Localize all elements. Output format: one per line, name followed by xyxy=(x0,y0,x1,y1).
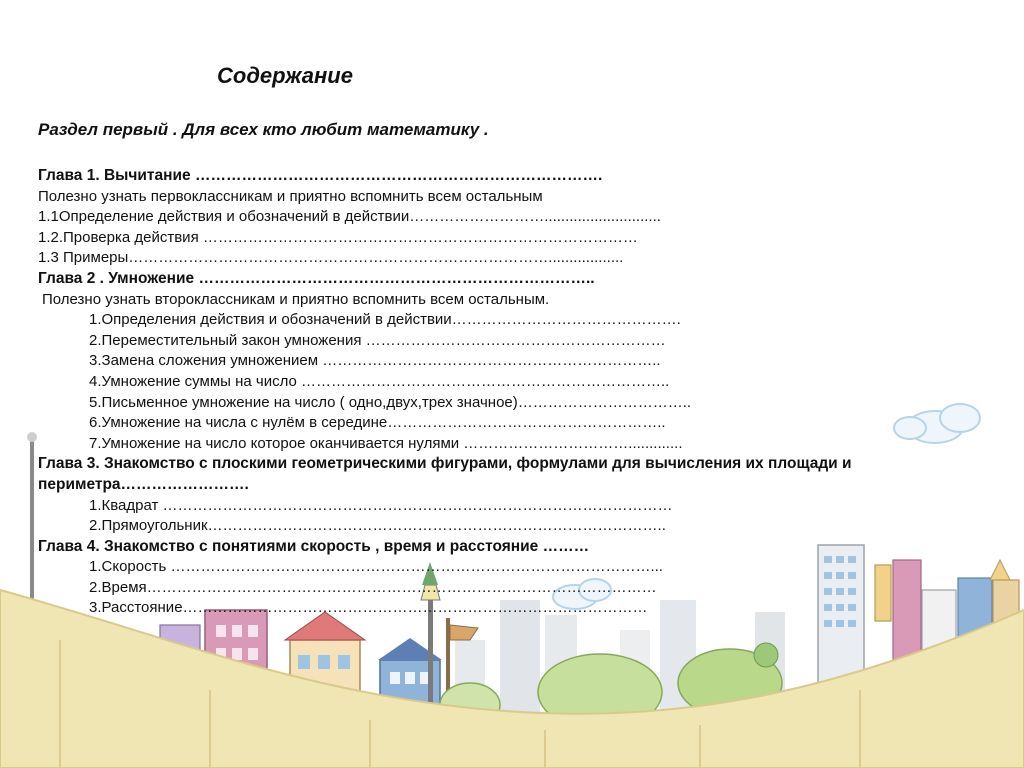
page-title: Содержание xyxy=(217,63,353,88)
toc-note: Полезно узнать первоклассникам и приятно вспомнить всем остальным xyxy=(38,187,543,205)
toc-subitem: 1.Квадрат ………………………………………………………………………………………… xyxy=(89,496,673,514)
toc-subitem: 2.Переместительный закон умножения …………………………………………………… xyxy=(89,331,666,349)
section-heading: Раздел первый . Для всех кто любит математику . xyxy=(38,120,489,139)
toc-subitem: 4.Умножение суммы на число ……………………………………………………………….. xyxy=(89,372,670,390)
toc-chapter: Глава 4. Знакомство с понятиями скорость , время и расстояние ……… xyxy=(38,537,590,555)
toc-subitem: 1.Определения действия и обозначений в действии………………………………………. xyxy=(89,311,681,329)
toc-chapter: Глава 2 . Умножение ………………………………………………………………….. xyxy=(38,269,595,287)
toc-subitem: 3.Расстояние………………………………………………………………………………… xyxy=(89,599,648,617)
toc-list xyxy=(38,166,998,619)
toc-subitem: 6.Умножение на числа с нулём в середине……………………………………………….. xyxy=(89,414,666,432)
toc-chapter: Глава 3. Знакомство с плоскими геометрическими фигурами, формулами для вычисления их площади и периметра……………………. xyxy=(38,455,852,493)
toc-item: 1.3 Примеры………………………………………………………………………….................. xyxy=(38,249,624,267)
toc-subitem: 5.Письменное умножение на число ( одно,двух,трех значное)…………………………….. xyxy=(89,393,692,411)
toc-item: 1.1Определение действия и обозначений в действии………………………............................ xyxy=(38,208,661,226)
toc-subitem: 7.Умножение на число которое оканчивается нулями ……………………………............. xyxy=(89,434,683,452)
toc-chapter: Глава 1. Вычитание ……………………………………………………………………. xyxy=(38,167,603,184)
toc-subitem: 2.Время………………………………………………………………………………………… xyxy=(89,578,657,596)
toc-subitem: 1.Скорость ……………………………………………………………………………………... xyxy=(89,558,663,576)
toc-item: 1.2.Проверка действия …………………………………………………………………………… xyxy=(38,228,638,246)
toc-subitem: 2.Прямоугольник……………………………………………………………………………….. xyxy=(89,517,666,535)
toc-subitem: 3.Замена сложения умножением ………………………………………………………….. xyxy=(89,352,661,370)
toc-note: Полезно узнать второклассникам и приятно вспомнить всем остальным. xyxy=(42,290,550,308)
